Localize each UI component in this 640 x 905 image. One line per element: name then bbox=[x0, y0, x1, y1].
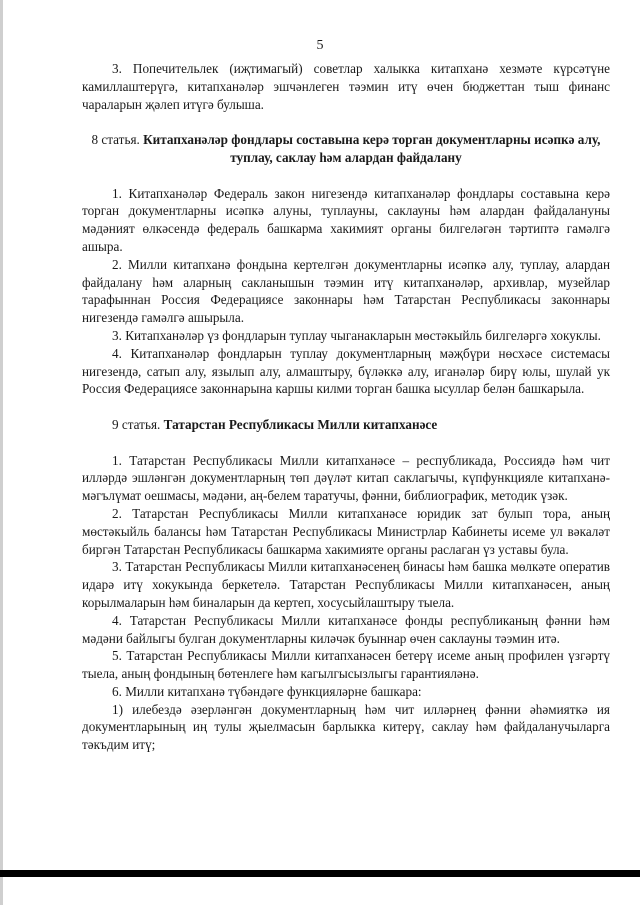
article-8-title: Китапханәләр фондлары составына керә торган документларны исәпкә алу, туплау, саклау һәм алардан файдалану bbox=[143, 132, 601, 165]
page-number: 5 bbox=[316, 38, 324, 53]
article-9-paragraph: 3. Татарстан Республикасы Милли китапханәсенең бинасы һәм башка мөлкәте оператив идарә итү хокукында беркетелә. Татарстан Республикасы Милли китапханәсен, аның корылмаларын һәм биналарын да кертеп, хосусыйлаштыру тыела. bbox=[82, 559, 610, 610]
article-9-paragraph: 4. Татарстан Республикасы Милли китапханәсе фонды республиканың фәнни һәм мәдәни байлыгы булган документларны киләчәк буыннар өчен саклауны тәэмин итә. bbox=[82, 612, 610, 646]
article-9-prefix: 9 статья. bbox=[112, 416, 161, 432]
article-9-heading bbox=[82, 416, 610, 434]
article-9-title: Татарстан Республикасы Милли китапханәсе bbox=[163, 416, 438, 432]
article-8-heading bbox=[82, 131, 610, 167]
article-8-paragraph: 1. Китапханәләр Федераль закон нигезендә китапханәләр фондлары составына керә торган документларны исәпкә алуны, туплауны, саклауны һәм алардан файдалануны мәдәният өлкәсендә федераль башкарма хакимият органы билгеләгән тәртиптә гамәлгә ашыра. bbox=[82, 185, 610, 254]
article-8-paragraph: 3. Китапханәләр үз фондларын туплау чыганакларын мөстәкыйль билгеләргә хокуклы. bbox=[112, 327, 601, 343]
article-9-paragraph: 2. Татарстан Республикасы Милли китапханәсе юридик зат булып тора, аның мөстәкыйль балансы һәм Татарстан Республикасы Министрлар Кабинеты исеме ул вәкаләт биргән Татарстан Республикасы башкарма хакимияте органы раслаган үз уставы була. bbox=[82, 505, 610, 557]
article-8-paragraph: 2. Милли китапханә фондына кертелгән документларны исәпкә алу, туплау, алардан файдалану һәм аларның сакланышын тәэмин итү китапханәләр, архивлар, музейлар тарафыннан Россия Федерациясе законнары һәм Татарстан Республикасы законнары нигезендә гамәлгә ашырыла. bbox=[82, 256, 610, 326]
article-9-paragraph: 1) илебездә әзерләнгән документларның һәм чит илләрнең фәнни әһәмияткә ия документларының иң тулы җыелмасын барлыкка китерү, саклау һәм файдаланучыларга тәкъдим итү; bbox=[82, 701, 610, 753]
article-8-prefix: 8 статья. bbox=[91, 132, 140, 148]
intro-paragraph: 3. Попечительлек (иҗтимагый) советлар халыкка китапханә хезмәте күрсәтүне камиллаштерүгә, китапханәләр эшчәнлеген тәэмин итү өчен бюджеттан тыш финанс чараларын җәлеп итүгә булыша. bbox=[82, 61, 610, 112]
article-9-paragraph: 1. Татарстан Республикасы Милли китапханәсе – республикада, Россиядә һәм чит илләрдә эшләнгән документларның төп дәүләт китап саклагычы, күпфункцияле китапханә-мәгълүмат оешмасы, мәдәни, аң-белем таратучы, фәнни, библиографик, методик үзәк. bbox=[82, 452, 610, 504]
scan-bottom-border bbox=[0, 870, 640, 877]
article-9-paragraph: 5. Татарстан Республикасы Милли китапханәсен бетерү исеме аның профилен үзгәртү тыела, аның фондының бөтенлеге һәм кагылгысызлыгы гарантияләнә. bbox=[82, 648, 610, 682]
page-left-edge bbox=[0, 0, 3, 905]
article-8-paragraph: 4. Китапханәләр фондларын туплау документларның мәҗбүри нөсхәсе системасы нигезендә, сатып алу, язылып алу, алмаштыру, бүләккә алу, иганәләр бирү юлы, шулай ук Россия Федерациясе законнарына каршы килми торган башка ысуллар белән башкарыла. bbox=[82, 345, 610, 397]
article-9-paragraph: 6. Милли китапханә түбәндәге функцияләрне башкара: bbox=[112, 683, 422, 699]
document-body bbox=[82, 60, 610, 754]
